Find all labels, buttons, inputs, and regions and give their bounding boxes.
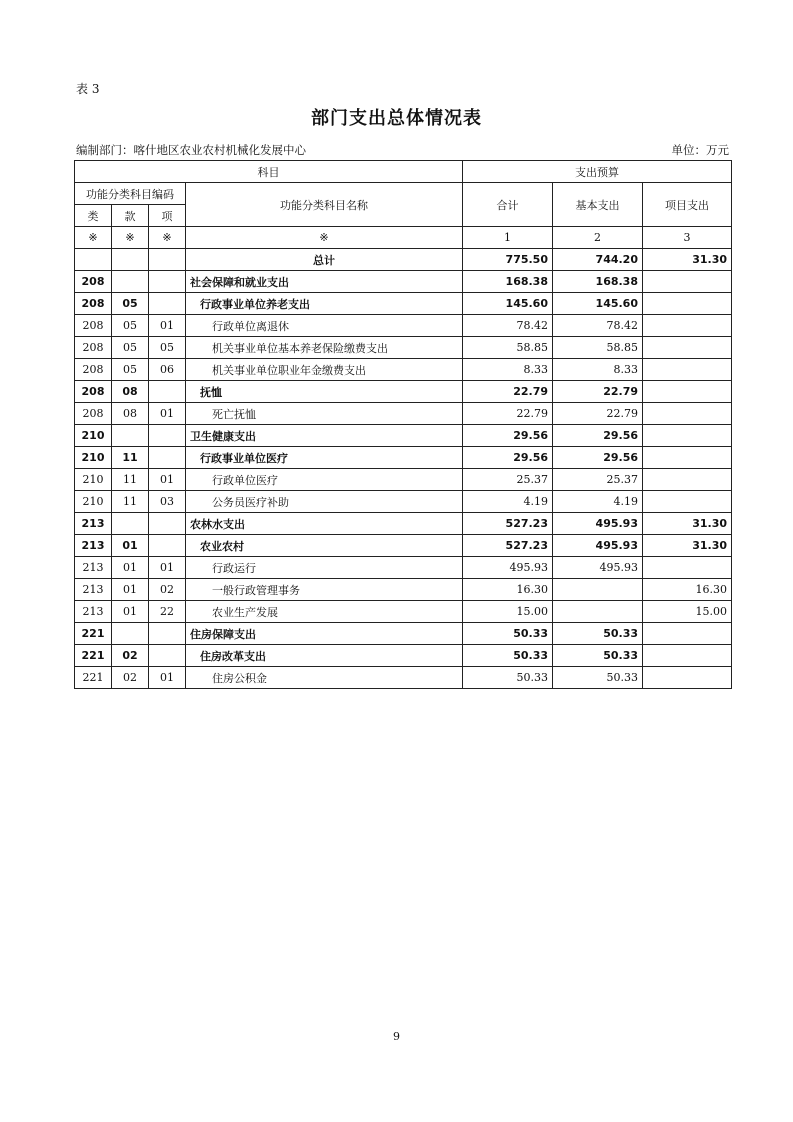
xiang-cell: 01 (149, 403, 186, 425)
code-group-header: 功能分类科目编码 (75, 183, 186, 205)
kuan-cell: 11 (112, 469, 149, 491)
xiang-cell: 05 (149, 337, 186, 359)
basic-cell (553, 579, 643, 601)
basic-cell: 495.93 (553, 557, 643, 579)
xiang-cell: 01 (149, 667, 186, 689)
expense-table (74, 160, 732, 689)
kuan-cell (112, 271, 149, 293)
lei-cell: 208 (75, 381, 112, 403)
kuan-header: 款 (112, 205, 149, 227)
basic-cell: 8.33 (553, 359, 643, 381)
table-row (75, 513, 732, 535)
table-row (75, 315, 732, 337)
basic-cell: 4.19 (553, 491, 643, 513)
kuan-cell (112, 623, 149, 645)
basic-cell (553, 601, 643, 623)
table-row (75, 491, 732, 513)
project-cell: 16.30 (643, 579, 732, 601)
name-cell: 行政运行 (186, 557, 463, 579)
total-cell: 50.33 (463, 623, 553, 645)
lei-cell: 221 (75, 667, 112, 689)
lei-cell: 208 (75, 359, 112, 381)
basic-cell: 50.33 (553, 667, 643, 689)
project-cell (643, 645, 732, 667)
total-cell: 22.79 (463, 381, 553, 403)
name-cell: 农业农村 (186, 535, 463, 557)
kuan-cell: 11 (112, 447, 149, 469)
lei-cell: 208 (75, 271, 112, 293)
total-cell: 22.79 (463, 403, 553, 425)
name-cell: 行政单位医疗 (186, 469, 463, 491)
project-cell (643, 403, 732, 425)
lei-cell: 208 (75, 293, 112, 315)
basic-cell: 744.20 (553, 249, 643, 271)
lei-cell: 213 (75, 557, 112, 579)
project-cell: 31.30 (643, 513, 732, 535)
project-cell (643, 447, 732, 469)
table-row (75, 645, 732, 667)
kuan-cell (112, 425, 149, 447)
col-number-2: 2 (553, 227, 643, 249)
project-cell (643, 337, 732, 359)
lei-cell: 210 (75, 469, 112, 491)
xiang-cell (149, 425, 186, 447)
basic-cell: 29.56 (553, 425, 643, 447)
name-cell: 机关事业单位职业年金缴费支出 (186, 359, 463, 381)
xiang-cell: 06 (149, 359, 186, 381)
project-cell (643, 425, 732, 447)
table-row (75, 403, 732, 425)
kuan-cell: 01 (112, 535, 149, 557)
lei-cell: 210 (75, 491, 112, 513)
lei-cell (75, 249, 112, 271)
lei-cell: 208 (75, 403, 112, 425)
table-row (75, 271, 732, 293)
xiang-header: 项 (149, 205, 186, 227)
project-cell (643, 315, 732, 337)
xiang-cell (149, 535, 186, 557)
kuan-cell: 08 (112, 381, 149, 403)
kuan-cell: 05 (112, 315, 149, 337)
lei-cell: 210 (75, 425, 112, 447)
xiang-cell: 01 (149, 315, 186, 337)
kuan-cell: 05 (112, 293, 149, 315)
name-cell: 死亡抚恤 (186, 403, 463, 425)
project-cell (643, 667, 732, 689)
table-row (75, 557, 732, 579)
xiang-cell (149, 623, 186, 645)
mark-cell: ※ (149, 227, 186, 249)
total-cell: 8.33 (463, 359, 553, 381)
basic-cell: 168.38 (553, 271, 643, 293)
basic-cell: 25.37 (553, 469, 643, 491)
basic-cell: 50.33 (553, 645, 643, 667)
xiang-cell: 01 (149, 469, 186, 491)
lei-cell: 221 (75, 645, 112, 667)
total-cell: 495.93 (463, 557, 553, 579)
basic-cell: 29.56 (553, 447, 643, 469)
kuan-cell: 05 (112, 337, 149, 359)
project-cell (643, 271, 732, 293)
project-header: 项目支出 (643, 183, 732, 227)
name-cell: 行政单位离退休 (186, 315, 463, 337)
lei-cell: 208 (75, 315, 112, 337)
page-title: 部门支出总体情况表 (311, 108, 482, 129)
total-cell: 58.85 (463, 337, 553, 359)
kuan-cell (112, 249, 149, 271)
kuan-cell (112, 513, 149, 535)
kuan-cell: 02 (112, 667, 149, 689)
name-cell: 总计 (186, 249, 463, 271)
project-cell: 15.00 (643, 601, 732, 623)
xiang-cell: 03 (149, 491, 186, 513)
kuan-cell: 08 (112, 403, 149, 425)
xiang-cell: 02 (149, 579, 186, 601)
kuan-cell: 01 (112, 601, 149, 623)
total-cell: 25.37 (463, 469, 553, 491)
kuan-cell: 05 (112, 359, 149, 381)
name-cell: 住房改革支出 (186, 645, 463, 667)
kuan-cell: 11 (112, 491, 149, 513)
xiang-cell (149, 249, 186, 271)
total-cell: 29.56 (463, 425, 553, 447)
table-row (75, 425, 732, 447)
table-row (75, 623, 732, 645)
lei-cell: 210 (75, 447, 112, 469)
unit-label: 单位：万元 (671, 143, 729, 157)
table-row (75, 447, 732, 469)
xiang-cell (149, 293, 186, 315)
lei-header: 类 (75, 205, 112, 227)
basic-cell: 22.79 (553, 381, 643, 403)
project-cell: 31.30 (643, 535, 732, 557)
header-row-1 (75, 161, 732, 183)
total-cell: 145.60 (463, 293, 553, 315)
project-cell: 31.30 (643, 249, 732, 271)
budget-header: 支出预算 (463, 161, 732, 183)
name-cell: 住房保障支出 (186, 623, 463, 645)
name-cell: 抚恤 (186, 381, 463, 403)
total-cell: 29.56 (463, 447, 553, 469)
basic-cell: 58.85 (553, 337, 643, 359)
name-cell: 农林水支出 (186, 513, 463, 535)
total-header: 合计 (463, 183, 553, 227)
project-cell (643, 491, 732, 513)
xiang-cell: 01 (149, 557, 186, 579)
table-label: 表 3 (76, 82, 100, 96)
table-row (75, 337, 732, 359)
table-row (75, 381, 732, 403)
project-cell (643, 359, 732, 381)
basic-cell: 78.42 (553, 315, 643, 337)
name-cell: 一般行政管理事务 (186, 579, 463, 601)
total-cell: 50.33 (463, 645, 553, 667)
page-number: 9 (393, 1030, 400, 1043)
basic-cell: 495.93 (553, 535, 643, 557)
xiang-cell (149, 447, 186, 469)
project-cell (643, 469, 732, 491)
kuan-cell: 01 (112, 557, 149, 579)
name-cell: 机关事业单位基本养老保险缴费支出 (186, 337, 463, 359)
total-cell: 16.30 (463, 579, 553, 601)
table-row (75, 535, 732, 557)
table-row (75, 667, 732, 689)
total-cell: 15.00 (463, 601, 553, 623)
project-cell (643, 623, 732, 645)
total-cell: 527.23 (463, 513, 553, 535)
table-row (75, 601, 732, 623)
name-cell: 行政事业单位医疗 (186, 447, 463, 469)
table-row (75, 579, 732, 601)
xiang-cell (149, 645, 186, 667)
name-header: 功能分类科目名称 (186, 183, 463, 227)
total-cell: 4.19 (463, 491, 553, 513)
xiang-cell (149, 513, 186, 535)
mark-cell: ※ (75, 227, 112, 249)
basic-cell: 145.60 (553, 293, 643, 315)
department-label: 编制部门：喀什地区农业农村机械化发展中心 (76, 143, 306, 157)
lei-cell: 213 (75, 513, 112, 535)
name-cell: 农业生产发展 (186, 601, 463, 623)
table-row (75, 359, 732, 381)
total-cell: 50.33 (463, 667, 553, 689)
lei-cell: 221 (75, 623, 112, 645)
total-cell: 775.50 (463, 249, 553, 271)
basic-cell: 50.33 (553, 623, 643, 645)
kuan-cell: 01 (112, 579, 149, 601)
col-number-1: 1 (463, 227, 553, 249)
table-row (75, 249, 732, 271)
mark-cell: ※ (112, 227, 149, 249)
project-cell (643, 557, 732, 579)
col-number-3: 3 (643, 227, 732, 249)
project-cell (643, 293, 732, 315)
name-cell: 行政事业单位养老支出 (186, 293, 463, 315)
name-cell: 卫生健康支出 (186, 425, 463, 447)
lei-cell: 208 (75, 337, 112, 359)
name-cell: 社会保障和就业支出 (186, 271, 463, 293)
mark-cell: ※ (186, 227, 463, 249)
xiang-cell (149, 381, 186, 403)
subject-header: 科目 (75, 161, 463, 183)
header-row-4 (75, 227, 732, 249)
xiang-cell (149, 271, 186, 293)
xiang-cell: 22 (149, 601, 186, 623)
lei-cell: 213 (75, 601, 112, 623)
name-cell: 住房公积金 (186, 667, 463, 689)
basic-cell: 22.79 (553, 403, 643, 425)
name-cell: 公务员医疗补助 (186, 491, 463, 513)
table-row (75, 469, 732, 491)
project-cell (643, 381, 732, 403)
basic-cell: 495.93 (553, 513, 643, 535)
total-cell: 527.23 (463, 535, 553, 557)
header-row-2 (75, 183, 732, 205)
basic-header: 基本支出 (553, 183, 643, 227)
lei-cell: 213 (75, 579, 112, 601)
total-cell: 168.38 (463, 271, 553, 293)
total-cell: 78.42 (463, 315, 553, 337)
table-row (75, 293, 732, 315)
kuan-cell: 02 (112, 645, 149, 667)
lei-cell: 213 (75, 535, 112, 557)
